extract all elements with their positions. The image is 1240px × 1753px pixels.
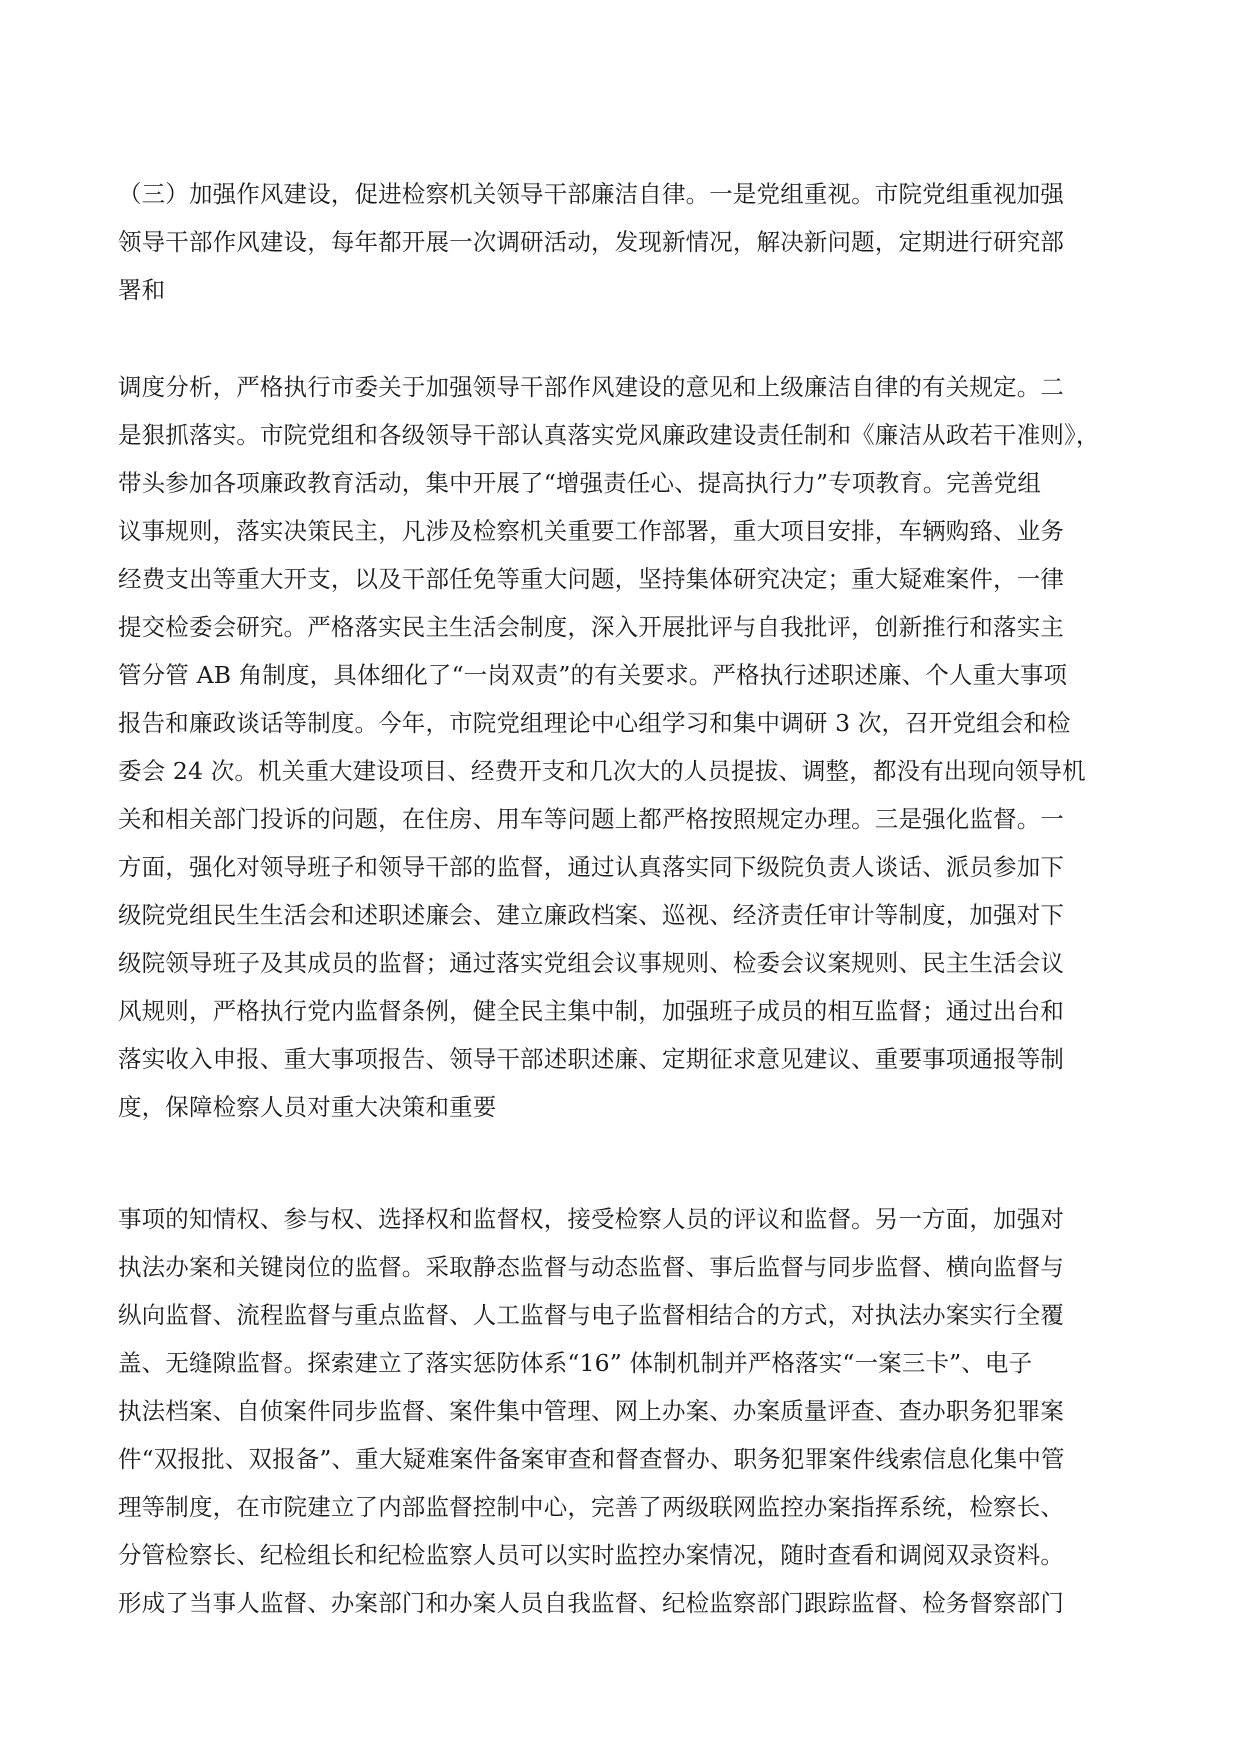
text-line: 件“双报批、双报备”、重大疑难案件备案审查和督查督办、职务犯罪案件线索信息化集中管	[118, 1445, 1065, 1473]
text-line: 署和	[118, 276, 166, 304]
text-line: 关和相关部门投诉的问题，在住房、用车等问题上都严格按照规定办理。三是强化监督。一	[118, 805, 1064, 833]
text-line: 调度分析，严格执行市委关于加强领导干部作风建设的意见和上级廉洁自律的有关规定。二	[118, 373, 1064, 401]
text-line: 是狠抓落实。市院党组和各级领导干部认真落实党风廉政建设责任制和《廉洁从政若干准则》，	[118, 421, 1100, 449]
text-line: 风规则，严格执行党内监督条例，健全民主集中制，加强班子成员的相互监督；通过出台和	[118, 997, 1064, 1025]
text-line: 盖、无缝隙监督。探索建立了落实惩防体系“16” 体制机制并严格落实“一案三卡”、电子	[118, 1349, 1033, 1377]
text-line: 经费支出等重大开支，以及干部任免等重大问题，坚持集体研究决定；重大疑难案件，一律	[118, 565, 1064, 593]
paragraph-block-3	[118, 1195, 1118, 1627]
text-line: 分管检察长、纪检组长和纪检监察人员可以实时监控办案情况，随时查看和调阅双录资料。	[118, 1541, 1064, 1569]
paragraph-block-1	[118, 170, 1118, 314]
text-line: 执法办案和关键岗位的监督。采取静态监督与动态监督、事后监督与同步监督、横向监督与	[118, 1253, 1064, 1281]
text-line: 领导干部作风建设，每年都开展一次调研活动，发现新情况，解决新问题，定期进行研究部	[118, 228, 1064, 256]
text-line: 执法档案、自侦案件同步监督、案件集中管理、网上办案、办案质量评查、查办职务犯罪案	[118, 1397, 1064, 1425]
text-line: 理等制度，在市院建立了内部监督控制中心，完善了两级联网监控办案指挥系统，检察长、	[118, 1493, 1064, 1521]
text-line: 议事规则，落实决策民主，凡涉及检察机关重要工作部署，重大项目安排，车辆购臵、业务	[118, 517, 1064, 545]
text-line: 方面，强化对领导班子和领导干部的监督，通过认真落实同下级院负责人谈话、派员参加下	[118, 853, 1064, 881]
text-line: 报告和廉政谈话等制度。今年，市院党组理论中心组学习和集中调研 3 次，召开党组会和检	[118, 709, 1071, 737]
text-line: 级院领导班子及其成员的监督；通过落实党组会议事规则、检委会议案规则、民主生活会议	[118, 949, 1064, 977]
text-line: （三）加强作风建设，促进检察机关领导干部廉洁自律。一是党组重视。市院党组重视加强	[118, 180, 1064, 208]
paragraph-block-2	[118, 363, 1118, 1131]
text-line: 提交检委会研究。严格落实民主生活会制度，深入开展批评与自我批评，创新推行和落实主	[118, 613, 1064, 641]
text-line: 度，保障检察人员对重大决策和重要	[118, 1093, 497, 1121]
text-line: 形成了当事人监督、办案部门和办案人员自我监督、纪检监察部门跟踪监督、检务督察部门	[118, 1589, 1064, 1617]
text-line: 事项的知情权、参与权、选择权和监督权，接受检察人员的评议和监督。另一方面，加强对	[118, 1205, 1064, 1233]
text-line: 带头参加各项廉政教育活动，集中开展了“增强责任心、提高执行力”专项教育。完善党组	[118, 469, 1042, 497]
text-line: 纵向监督、流程监督与重点监督、人工监督与电子监督相结合的方式，对执法办案实行全覆	[118, 1301, 1064, 1329]
text-line: 管分管 AB 角制度，具体细化了“一岗双责”的有关要求。严格执行述职述廉、个人重大事项	[118, 661, 1068, 689]
text-line: 委会 24 次。机关重大建设项目、经费开支和几次大的人员提拔、调整，都没有出现向领导机	[118, 757, 1086, 785]
text-line: 落实收入申报、重大事项报告、领导干部述职述廉、定期征求意见建议、重要事项通报等制	[118, 1045, 1064, 1073]
text-line: 级院党组民生生活会和述职述廉会、建立廉政档案、巡视、经济责任审计等制度，加强对下	[118, 901, 1064, 929]
